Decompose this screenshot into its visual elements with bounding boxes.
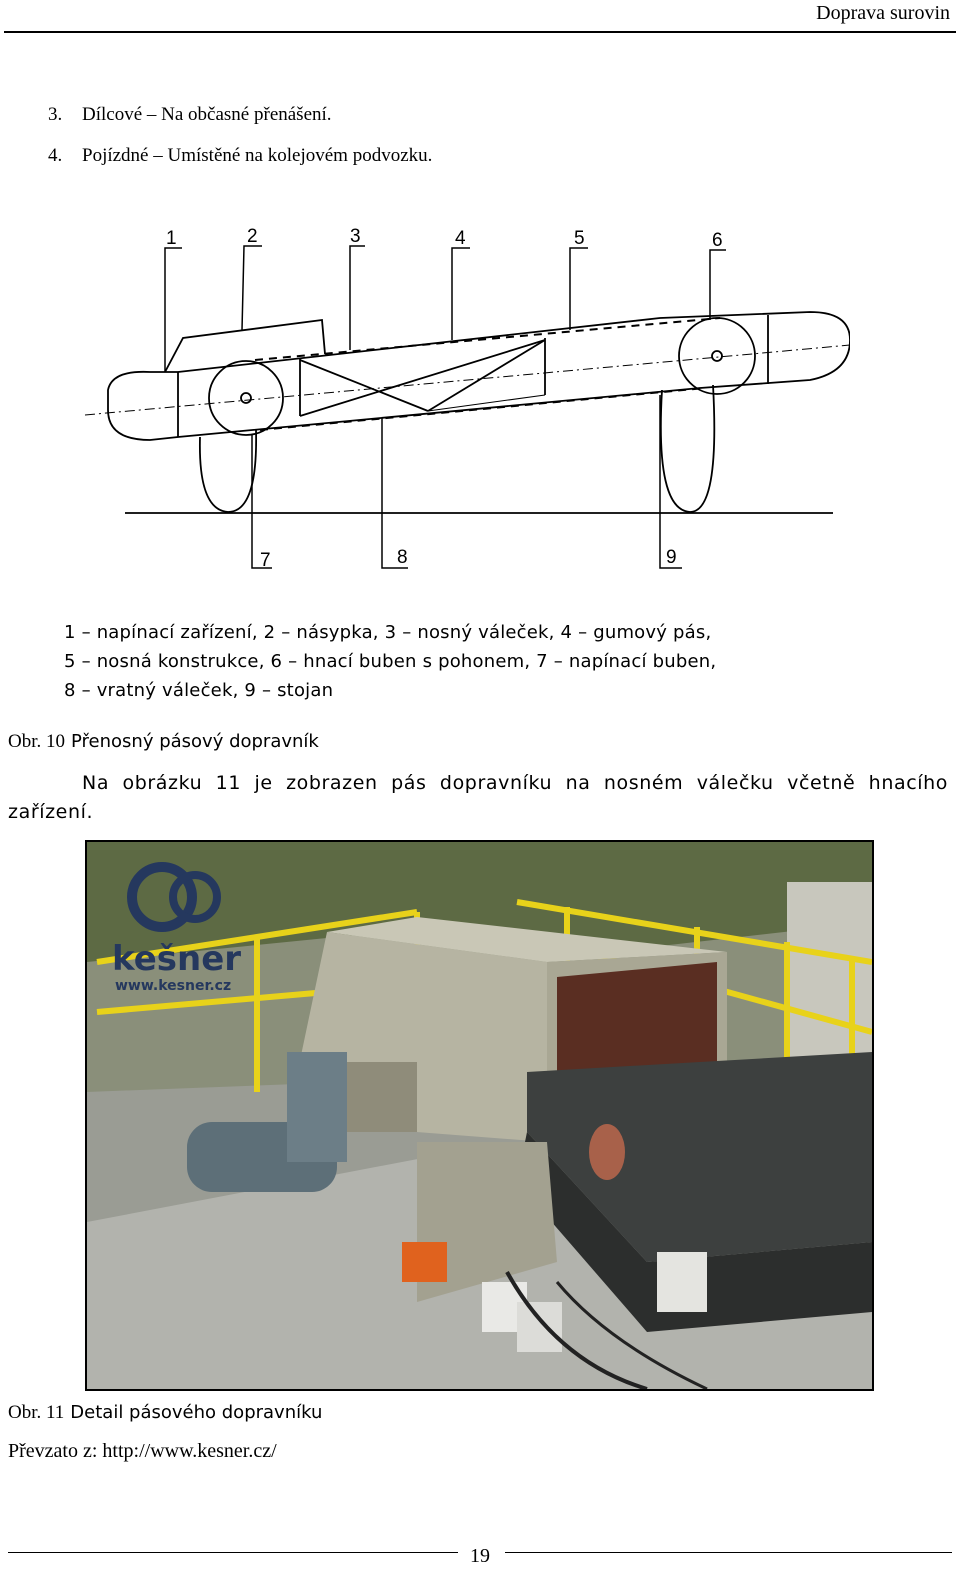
legend-line: 5 – nosná konstrukce, 6 – hnací buben s pohonem, 7 – napínací buben,: [64, 651, 717, 672]
center-axis: [85, 345, 850, 415]
label-5: 5: [574, 228, 585, 249]
list-item-number: 4.: [48, 145, 63, 166]
conveyor-photo: [85, 840, 874, 1391]
legend-line: 1 – napínací zařízení, 2 – násypka, 3 – nosný váleček, 4 – gumový pás,: [64, 622, 712, 643]
diagram-legend: [64, 618, 716, 705]
legend-line: 8 – vratný váleček, 9 – stojan: [64, 680, 334, 701]
drive-drum: [679, 318, 755, 394]
list-item-text: Dílcové – Na občasné přenášení.: [82, 104, 332, 125]
footer-divider-right: [505, 1552, 952, 1553]
logo-name: kešner: [112, 939, 242, 979]
footer-divider-left: [8, 1552, 458, 1553]
support-leg-left: [200, 430, 256, 512]
conveyor-diagram: [60, 200, 850, 580]
label-1: 1: [166, 228, 177, 249]
list-item: [48, 145, 432, 167]
label-3: 3: [350, 226, 361, 247]
figure-caption-text: Přenosný pásový dopravník: [71, 731, 319, 752]
running-header-title: Doprava surovin: [816, 2, 950, 24]
figure-number: Obr. 11: [8, 1402, 65, 1423]
conveyor-frame: [108, 312, 850, 440]
list-item-text: Pojízdné – Umístěné na kolejovém podvozku.: [82, 145, 433, 166]
body-paragraph: Na obrázku 11 je zobrazen pás dopravníku na nosném válečku včetně hnacího zařízení.: [8, 772, 948, 823]
logo-url: www.kesner.cz: [115, 978, 232, 994]
page-number: 19: [470, 1545, 490, 1567]
figure-caption: [8, 1402, 322, 1424]
figure-caption-text: Detail pásového dopravníku: [70, 1402, 323, 1423]
figure-caption: [8, 731, 319, 753]
label-2: 2: [247, 226, 258, 247]
support-leg-right: [661, 385, 714, 512]
belt-top: [255, 318, 720, 360]
label-7: 7: [260, 550, 271, 571]
list-item: [48, 104, 332, 126]
source-attribution: Převzato z: http://www.kesner.cz/: [8, 1440, 277, 1462]
list-item-number: 3.: [48, 104, 63, 125]
label-4: 4: [455, 228, 466, 249]
label-8: 8: [397, 547, 408, 568]
figure-number: Obr. 10: [8, 731, 65, 752]
label-9: 9: [666, 547, 677, 568]
label-6: 6: [712, 230, 723, 251]
header-divider: [4, 31, 956, 33]
